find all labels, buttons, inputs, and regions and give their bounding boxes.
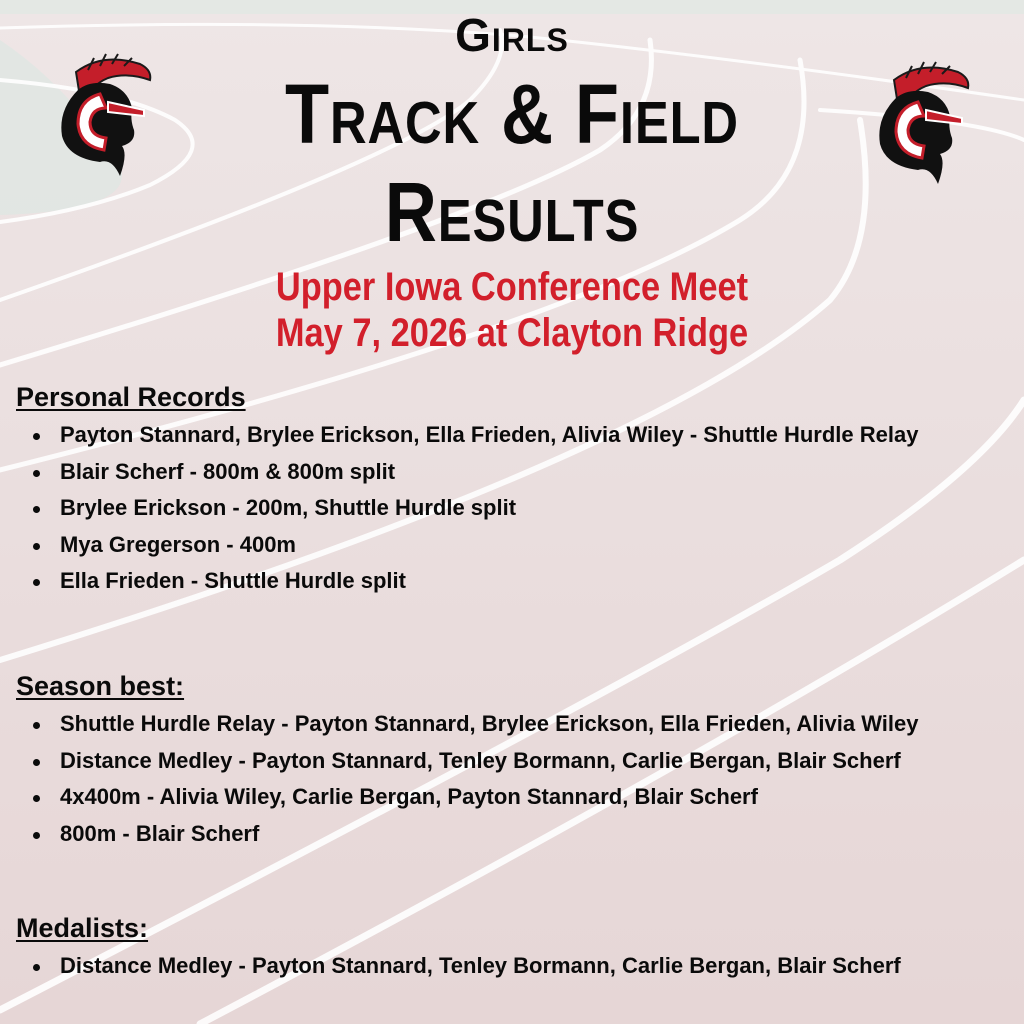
list-item: 800m - Blair Scherf	[60, 816, 1012, 853]
season-best-section	[16, 670, 1012, 852]
list-item: Brylee Erickson - 200m, Shuttle Hurdle split	[60, 490, 1012, 527]
personal-records-heading: Personal Records	[16, 382, 246, 412]
season-best-list	[16, 706, 1012, 852]
personal-records-list	[16, 417, 1012, 600]
list-item: Mya Gregerson - 400m	[60, 527, 1012, 564]
list-item: Blair Scherf - 800m & 800m split	[60, 454, 1012, 491]
season-best-heading: Season best:	[16, 671, 185, 701]
meet-name: Upper Iowa Conference Meet	[275, 265, 749, 309]
list-item: Payton Stannard, Brylee Erickson, Ella Frieden, Alivia Wiley - Shuttle Hurdle Relay	[60, 417, 1012, 454]
medalists-list	[16, 948, 1012, 985]
meet-date-location: May 7, 2026 at Clayton Ridge	[275, 311, 749, 355]
list-item: Distance Medley - Payton Stannard, Tenley Bormann, Carlie Bergan, Blair Scherf	[60, 743, 1012, 780]
medalists-heading: Medalists:	[16, 913, 149, 943]
list-item: Ella Frieden - Shuttle Hurdle split	[60, 563, 1012, 600]
personal-records-section	[16, 381, 1012, 600]
title-girls: Girls	[455, 9, 569, 61]
title-results: Results	[384, 165, 640, 259]
title-track-field: Track & Field	[285, 67, 739, 161]
list-item: 4x400m - Alivia Wiley, Carlie Bergan, Payton Stannard, Blair Scherf	[60, 779, 1012, 816]
medalists-section	[16, 912, 1012, 985]
list-item: Distance Medley - Payton Stannard, Tenley Bormann, Carlie Bergan, Blair Scherf	[60, 948, 1012, 985]
list-item: Shuttle Hurdle Relay - Payton Stannard, Brylee Erickson, Ella Frieden, Alivia Wiley	[60, 706, 1012, 743]
